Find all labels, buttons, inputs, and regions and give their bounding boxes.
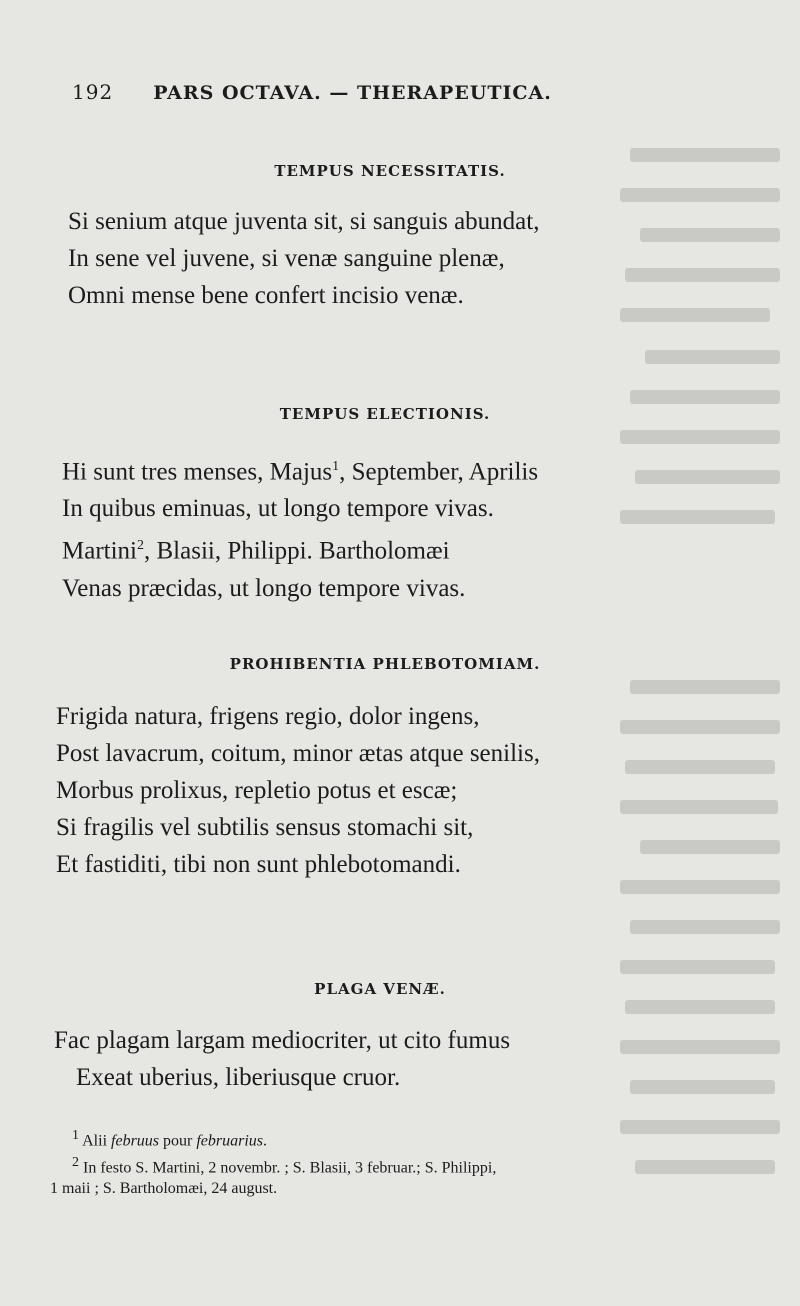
footnote-1	[72, 1128, 267, 1150]
footnote-text: .	[263, 1132, 268, 1150]
section-heading-tempus-electionis: TEMPUS ELECTIONIS.	[279, 405, 491, 423]
verse-tempus-necessitatis	[68, 203, 539, 314]
footnote-mark: 1	[72, 1128, 79, 1143]
footnote-ref-2: 2	[137, 538, 144, 554]
verse-text: Martini	[62, 537, 137, 565]
verse-text: , September, Aprilis	[339, 458, 539, 486]
verse-line: Si senium atque juventa sit, si sanguis abundat,	[68, 208, 540, 235]
verse-text: , Blasii, Philippi. Bartholomæi	[144, 537, 450, 565]
verse-prohibentia	[56, 698, 540, 883]
verse-tempus-electionis	[62, 448, 538, 607]
section-heading-prohibentia: PROHIBENTIA PHLEBOTOMIAM.	[229, 655, 541, 673]
verse-line: Venas præcidas, ut longo tempore vivas.	[62, 574, 466, 602]
verse-line: Et fastiditi, tibi non sunt phlebotomandi.	[56, 851, 461, 878]
verse-line: Post lavacrum, coitum, minor ætas atque senilis,	[56, 740, 540, 767]
section-heading-plaga-venae: PLAGA VENÆ.	[314, 980, 446, 998]
footnote-text: februarius	[196, 1132, 264, 1150]
verse-line: In sene vel juvene, si venæ sanguine plenæ,	[68, 245, 505, 272]
verse-text: Hi sunt tres menses, Majus	[62, 458, 333, 486]
footnote-ref-1: 1	[332, 459, 340, 474]
verse-line: Fac plagam largam mediocriter, ut cito fumus	[54, 1027, 511, 1054]
verse-line	[62, 448, 538, 490]
running-title: PARS OCTAVA. — THERAPEUTICA.	[153, 82, 552, 104]
section-heading-tempus-necessitatis: TEMPUS NECESSITATIS.	[274, 162, 506, 180]
footnote-2	[72, 1155, 496, 1177]
page-number: 192	[72, 80, 114, 104]
verse-line	[62, 527, 538, 569]
running-header	[72, 80, 632, 104]
footnote-text: februus	[111, 1132, 160, 1150]
verse-line: Omni mense bene confert incisio venæ.	[68, 282, 464, 309]
verse-line: Exeat uberius, liberiusque cruor.	[76, 1064, 401, 1091]
footnote-text: In festo S. Martini, 2 novembr. ; S. Blasii, 3 februar.; S. Philippi,	[83, 1159, 497, 1177]
verse-plaga-venae	[54, 1022, 510, 1096]
footnote-mark: 2	[72, 1155, 79, 1170]
verse-line: Morbus prolixus, repletio potus et escæ;	[56, 777, 458, 804]
footnote-text: pour	[159, 1132, 197, 1150]
verse-line: Frigida natura, frigens regio, dolor ingens,	[56, 703, 480, 730]
verse-line: In quibus eminuas, ut longo tempore vivas.	[62, 495, 494, 523]
footnote-2-continued: 1 maii ; S. Bartholomæi, 24 august.	[50, 1180, 278, 1197]
verse-line: Si fragilis vel subtilis sensus stomachi sit,	[56, 814, 474, 841]
footnote-text: Alii	[82, 1132, 112, 1150]
